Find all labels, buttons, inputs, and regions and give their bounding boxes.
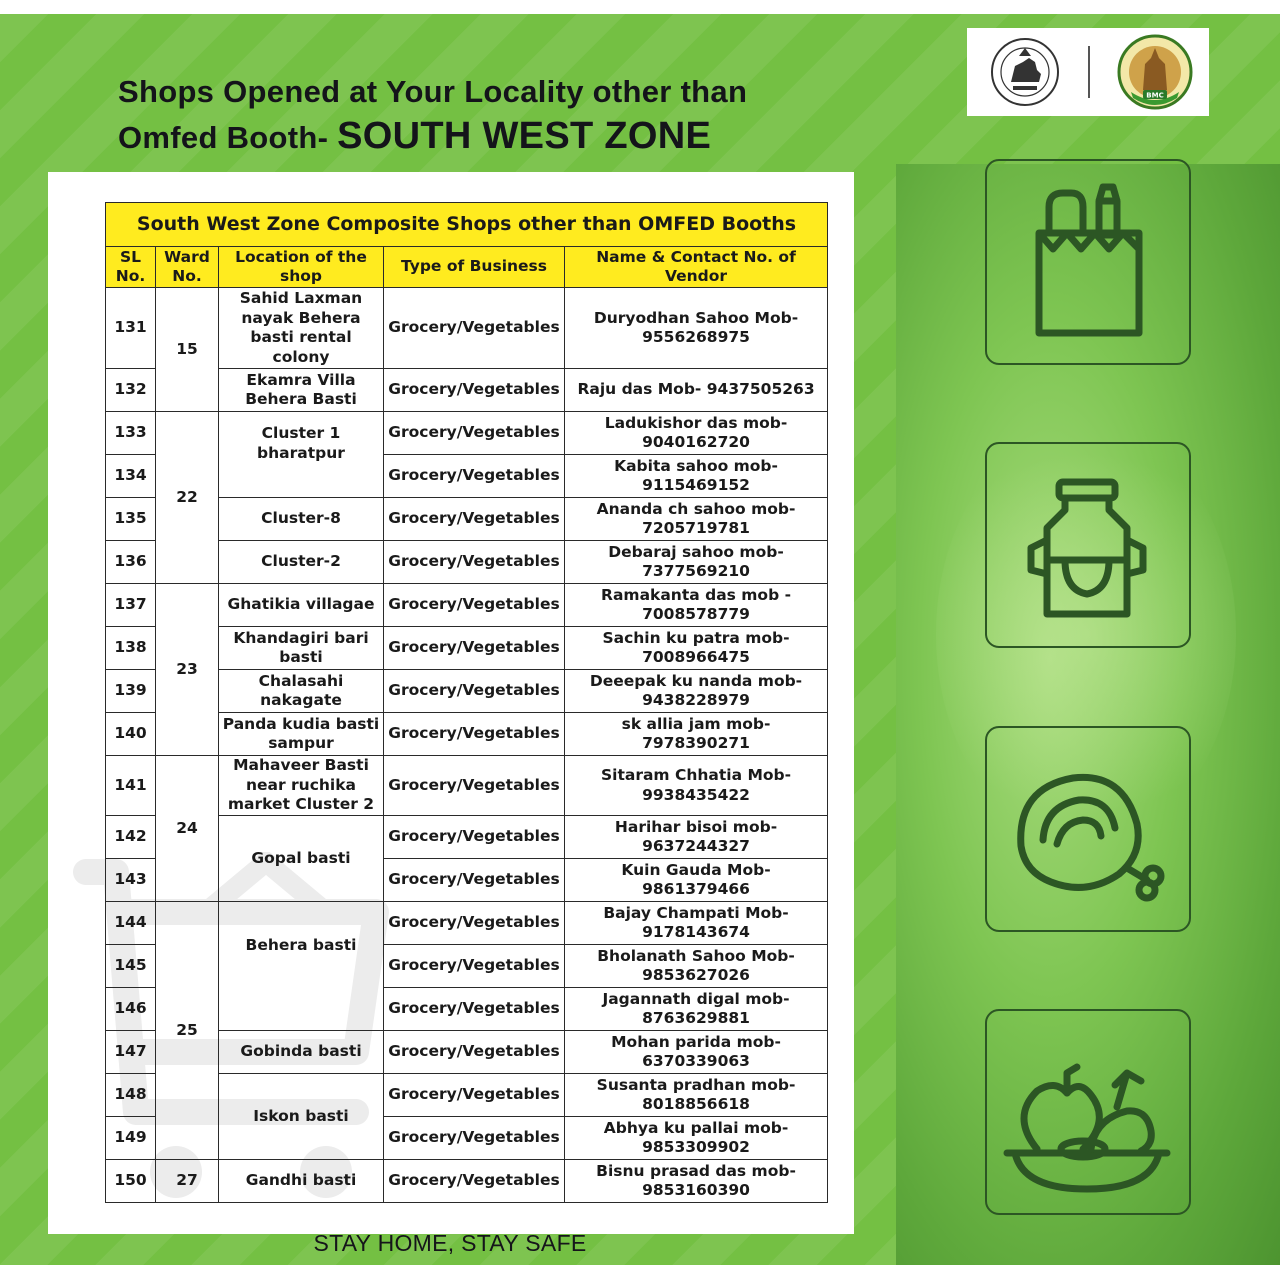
table-row: [106, 288, 828, 369]
sl-cell: 150: [106, 1160, 156, 1203]
sl-cell: 131: [106, 288, 156, 369]
vendor-cell: Bholanath Sahoo Mob- 9853627026: [565, 945, 828, 988]
type-cell: Grocery/Vegetables: [384, 816, 565, 859]
sl-cell: 134: [106, 455, 156, 498]
column-header-type: Type of Business: [384, 247, 565, 288]
sl-cell: 133: [106, 412, 156, 455]
location-cell: Gobinda basti: [219, 1031, 384, 1074]
logo-strip: [967, 28, 1209, 116]
vendor-cell: Duryodhan Sahoo Mob- 9556268975: [565, 288, 828, 369]
vegetables-bowl-card: [985, 1009, 1191, 1215]
table-row: [106, 412, 828, 455]
column-header-sl: SL No.: [106, 247, 156, 288]
ward-cell: 22: [156, 412, 219, 584]
sl-cell: 140: [106, 713, 156, 756]
sl-cell: 144: [106, 902, 156, 945]
bmc-logo-text: BMC: [1146, 91, 1164, 100]
ward-cell: 24: [156, 756, 219, 902]
sl-cell: 138: [106, 627, 156, 670]
column-header-location: Location of the shop: [219, 247, 384, 288]
vendor-cell: Ladukishor das mob- 9040162720: [565, 412, 828, 455]
type-cell: Grocery/Vegetables: [384, 455, 565, 498]
sl-cell: 137: [106, 584, 156, 627]
vendor-cell: Debaraj sahoo mob- 7377569210: [565, 541, 828, 584]
type-cell: Grocery/Vegetables: [384, 412, 565, 455]
vendor-cell: sk allia jam mob- 7978390271: [565, 713, 828, 756]
vendor-cell: Ananda ch sahoo mob- 7205719781: [565, 498, 828, 541]
vendor-cell: Susanta pradhan mob- 8018856618: [565, 1074, 828, 1117]
location-cell: Gandhi basti: [219, 1160, 384, 1203]
title-line-2-prefix: Omfed Booth-: [118, 120, 329, 155]
type-cell: Grocery/Vegetables: [384, 1074, 565, 1117]
column-header-vendor: Name & Contact No. of Vendor: [565, 247, 828, 288]
sl-cell: 142: [106, 816, 156, 859]
location-cell: Ghatikia villagae: [219, 584, 384, 627]
type-cell: Grocery/Vegetables: [384, 902, 565, 945]
type-cell: Grocery/Vegetables: [384, 859, 565, 902]
location-cell: Mahaveer Basti near ruchika market Cluster 2: [219, 756, 384, 816]
meat-card: [985, 726, 1191, 932]
location-cell: Khandagiri bari basti: [219, 627, 384, 670]
type-cell: Grocery/Vegetables: [384, 945, 565, 988]
sl-cell: 136: [106, 541, 156, 584]
sl-cell: 135: [106, 498, 156, 541]
location-cell: Iskon basti: [219, 1074, 384, 1160]
vendor-cell: Bisnu prasad das mob- 9853160390: [565, 1160, 828, 1203]
sl-cell: 141: [106, 756, 156, 816]
ward-cell: 23: [156, 584, 219, 756]
sl-cell: 149: [106, 1117, 156, 1160]
vendor-cell: Bajay Champati Mob- 9178143674: [565, 902, 828, 945]
vendor-cell: Abhya ku pallai mob- 9853309902: [565, 1117, 828, 1160]
vendor-cell: Sachin ku patra mob- 7008966475: [565, 627, 828, 670]
type-cell: Grocery/Vegetables: [384, 627, 565, 670]
location-cell: Cluster-2: [219, 541, 384, 584]
location-cell: Chalasahi nakagate: [219, 670, 384, 713]
vendor-cell: Harihar bisoi mob- 9637244327: [565, 816, 828, 859]
table-panel: [48, 172, 854, 1234]
type-cell: Grocery/Vegetables: [384, 1031, 565, 1074]
footer-slogan: STAY HOME, STAY SAFE: [313, 1230, 587, 1256]
location-cell: Gopal basti: [219, 816, 384, 902]
grocery-bag-card: [985, 159, 1191, 365]
type-cell: Grocery/Vegetables: [384, 988, 565, 1031]
logo-divider: [1088, 46, 1090, 98]
table-row: [106, 756, 828, 816]
sl-cell: 147: [106, 1031, 156, 1074]
vendor-cell: Mohan parida mob- 6370339063: [565, 1031, 828, 1074]
type-cell: Grocery/Vegetables: [384, 1160, 565, 1203]
title-line-1: Shops Opened at Your Locality other than: [118, 74, 748, 109]
type-cell: Grocery/Vegetables: [384, 541, 565, 584]
sl-cell: 132: [106, 369, 156, 412]
sl-cell: 145: [106, 945, 156, 988]
vendor-cell: Ramakanta das mob - 7008578779: [565, 584, 828, 627]
page-title: [118, 70, 747, 160]
milk-can-icon: [987, 444, 1188, 645]
title-zone: SOUTH WEST ZONE: [337, 115, 712, 157]
location-cell: Sahid Laxman nayak Behera basti rental colony: [219, 288, 384, 369]
vendor-cell: Jagannath digal mob- 8763629881: [565, 988, 828, 1031]
odisha-emblem-icon: [989, 36, 1061, 108]
sl-cell: 143: [106, 859, 156, 902]
table-caption-row: [106, 203, 828, 247]
sl-cell: 139: [106, 670, 156, 713]
milk-can-card: [985, 442, 1191, 648]
type-cell: Grocery/Vegetables: [384, 498, 565, 541]
vendor-cell: Kabita sahoo mob- 9115469152: [565, 455, 828, 498]
type-cell: Grocery/Vegetables: [384, 584, 565, 627]
sl-cell: 146: [106, 988, 156, 1031]
location-cell: Panda kudia basti sampur: [219, 713, 384, 756]
ward-cell: 25: [156, 902, 219, 1160]
column-header-ward: Ward No.: [156, 247, 219, 288]
vegetables-bowl-icon: [987, 1011, 1188, 1212]
table-row: [106, 1160, 828, 1203]
vendor-cell: Kuin Gauda Mob- 9861379466: [565, 859, 828, 902]
table-header-row: [106, 247, 828, 288]
meat-icon: [987, 728, 1188, 929]
ward-cell: 15: [156, 288, 219, 412]
shops-table: [105, 202, 828, 1203]
poster-background: [0, 14, 1280, 1265]
location-cell: Cluster-8: [219, 498, 384, 541]
location-cell: Behera basti: [219, 902, 384, 1031]
bmc-logo-icon: [1117, 34, 1193, 110]
table-caption: South West Zone Composite Shops other than OMFED Booths: [106, 203, 828, 247]
type-cell: Grocery/Vegetables: [384, 1117, 565, 1160]
sl-cell: 148: [106, 1074, 156, 1117]
type-cell: Grocery/Vegetables: [384, 369, 565, 412]
type-cell: Grocery/Vegetables: [384, 288, 565, 369]
type-cell: Grocery/Vegetables: [384, 670, 565, 713]
vendor-cell: Raju das Mob- 9437505263: [565, 369, 828, 412]
grocery-bag-icon: [987, 161, 1188, 362]
type-cell: Grocery/Vegetables: [384, 713, 565, 756]
type-cell: Grocery/Vegetables: [384, 756, 565, 816]
location-cell: Ekamra Villa Behera Basti: [219, 369, 384, 412]
vendor-cell: Deeepak ku nanda mob- 9438228979: [565, 670, 828, 713]
location-cell: Cluster 1 bharatpur: [219, 412, 384, 498]
vendor-cell: Sitaram Chhatia Mob- 9938435422: [565, 756, 828, 816]
table-row: [106, 584, 828, 627]
table-row: [106, 902, 828, 945]
ward-cell: 27: [156, 1160, 219, 1203]
